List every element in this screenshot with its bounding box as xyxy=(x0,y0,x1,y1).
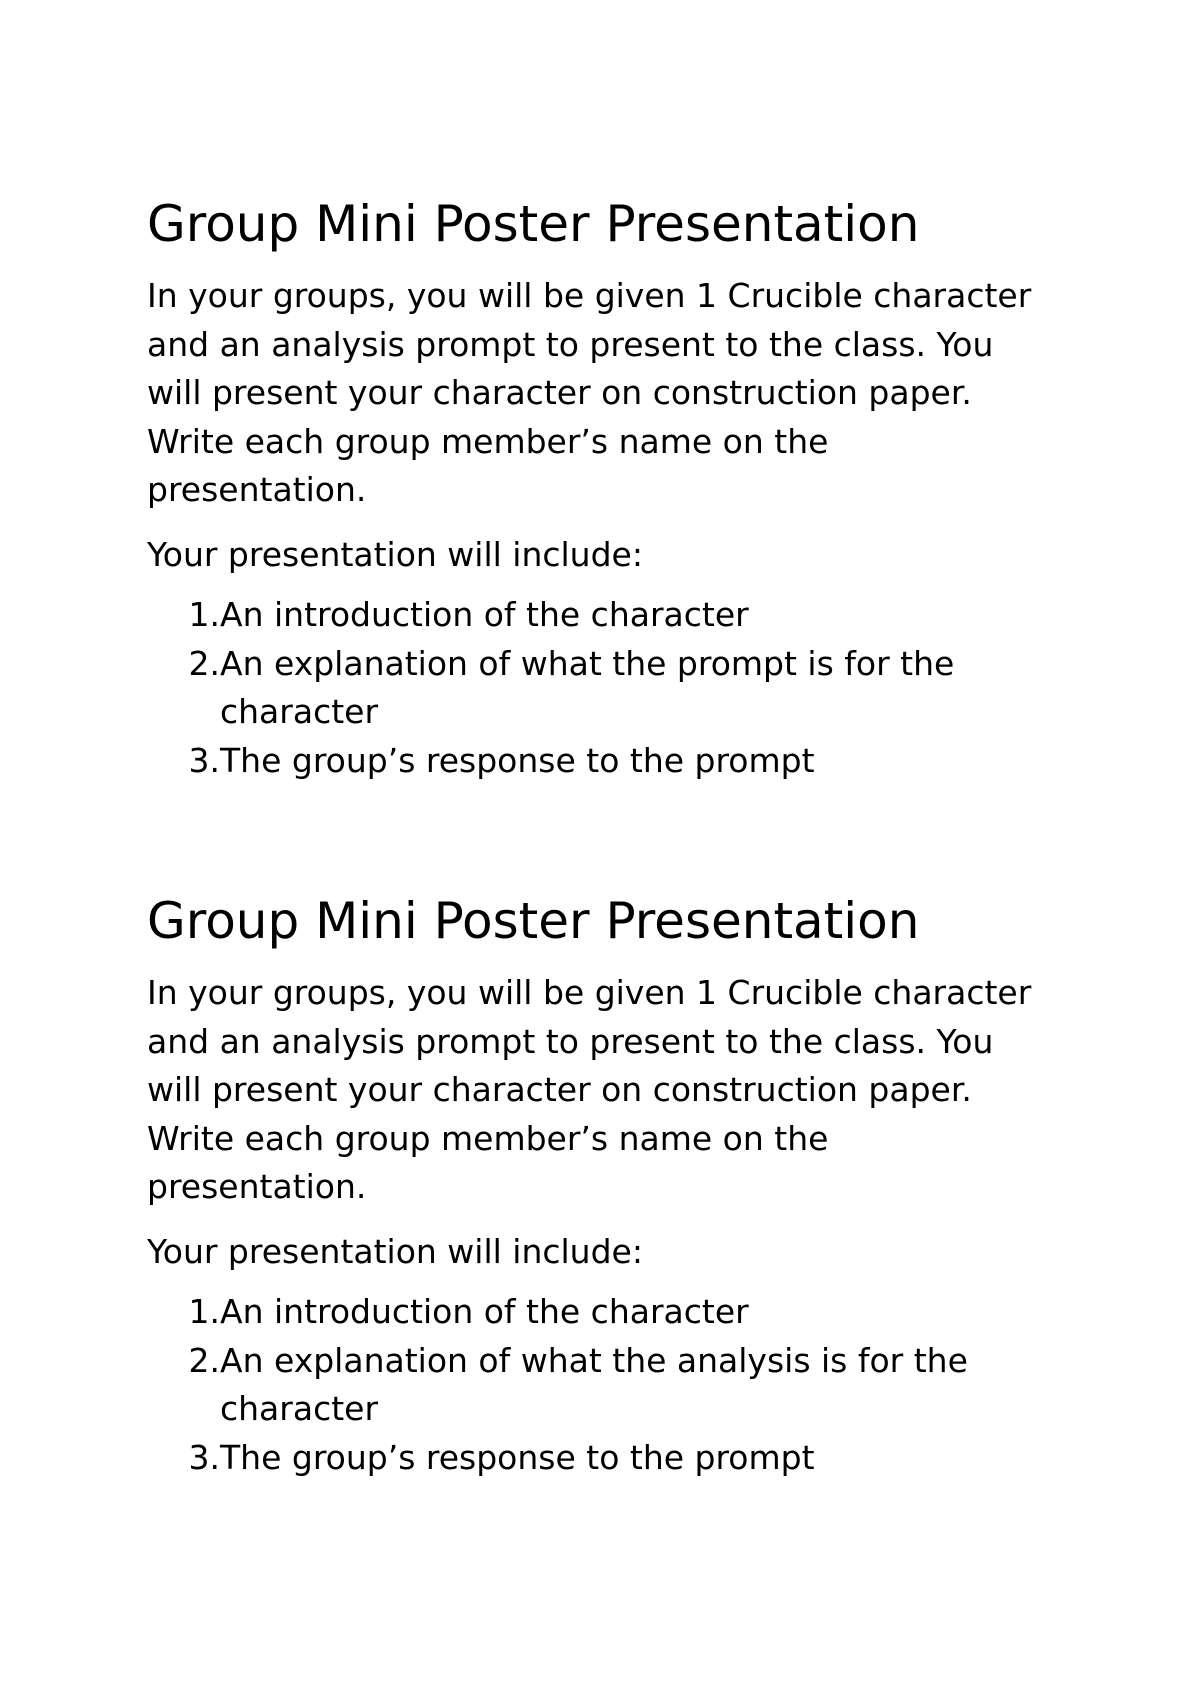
list-item-number: 2. xyxy=(188,643,220,683)
section-title: Group Mini Poster Presentation xyxy=(147,195,920,253)
instructions-paragraph: In your groups, you will be given 1 Crucible character and an analysis prompt to present to the class. You will present your character on construction paper. Write each group member’s name on the presentation. xyxy=(147,973,1032,1206)
list-item-number: 3. xyxy=(188,740,220,780)
assignment-section-1 xyxy=(147,190,1087,785)
list-item-text: An introduction of the character xyxy=(220,595,749,634)
list-item xyxy=(147,1434,1087,1483)
list-item-text: An introduction of the character xyxy=(220,1292,749,1331)
section-title: Group Mini Poster Presentation xyxy=(147,892,920,950)
list-item-text: The group’s response to the prompt xyxy=(220,740,815,780)
list-item-number: 1. xyxy=(188,595,220,634)
assignment-section-2 xyxy=(147,887,1087,1482)
list-item xyxy=(147,737,1087,786)
list-item-number: 1. xyxy=(188,1292,220,1331)
list-item-number: 2. xyxy=(188,1340,220,1380)
list-item-text: An explanation of what the prompt is for the character xyxy=(220,643,955,731)
list-item-text: The group’s response to the prompt xyxy=(220,1437,815,1477)
requirements-list xyxy=(147,591,1087,785)
list-item-number: 3. xyxy=(188,1437,220,1477)
list-intro: Your presentation will include: xyxy=(147,1231,643,1271)
list-item xyxy=(147,1288,1087,1337)
list-item xyxy=(147,591,1087,640)
list-item xyxy=(147,640,1087,737)
instructions-paragraph: In your groups, you will be given 1 Crucible character and an analysis prompt to present to the class. You will present your character on construction paper. Write each group member’s name on the presentation. xyxy=(147,276,1032,509)
list-item xyxy=(147,1337,1087,1434)
requirements-list xyxy=(147,1288,1087,1482)
list-intro: Your presentation will include: xyxy=(147,534,643,574)
list-item-text: An explanation of what the analysis is for the character xyxy=(220,1340,968,1428)
